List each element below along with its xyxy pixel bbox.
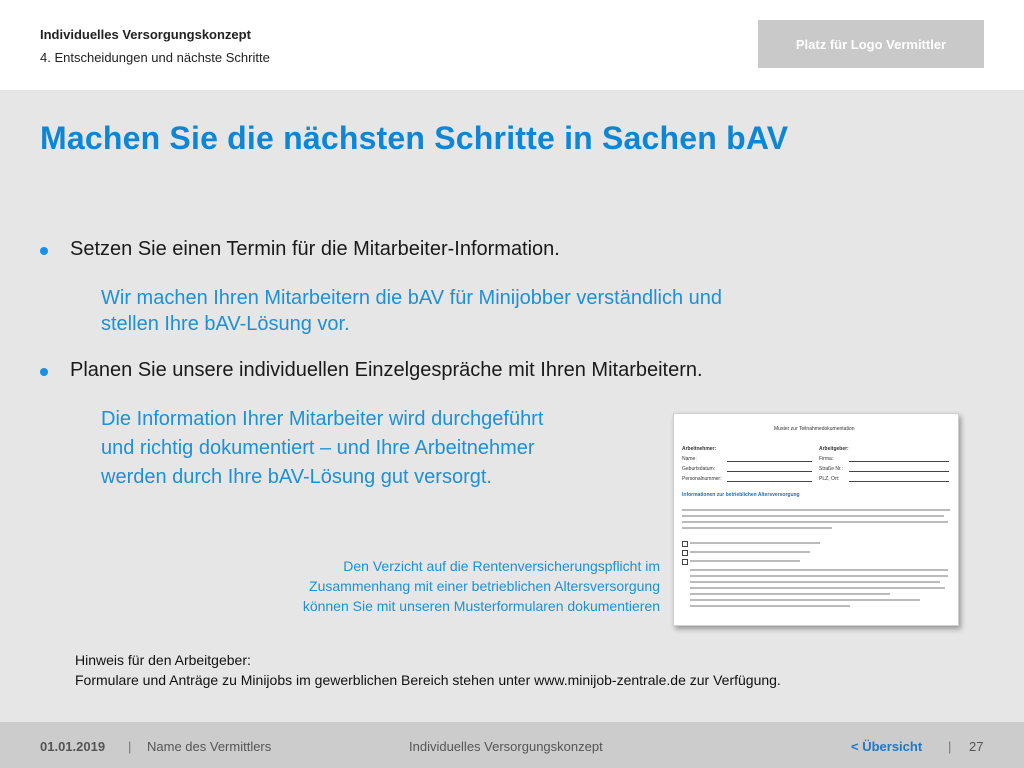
doc-personalnummer: Personalnummer: [682, 476, 722, 482]
detail-1-line-1: Wir machen Ihren Mitarbeitern die bAV für Minijobber verständlich und [101, 287, 723, 309]
doc-strasse: Straße Nr.: [819, 466, 844, 472]
overview-link[interactable]: < Übersicht [851, 739, 923, 754]
caption-line-1: Den Verzicht auf die Rentenversicherungspflicht im [343, 558, 660, 574]
detail-1-line-2: stellen Ihre bAV-Lösung vor. [101, 313, 350, 335]
bullet-dot-icon [40, 247, 48, 255]
detail-text-2 [101, 405, 543, 492]
bullet-text-1: Setzen Sie einen Termin für die Mitarbeiter-Information. [70, 238, 560, 260]
doc-name: Name: [682, 456, 697, 462]
bullet-dot-icon [40, 368, 48, 376]
page-title: Machen Sie die nächsten Schritte in Sachen bAV [40, 120, 789, 156]
bullet-item-2 [40, 359, 703, 382]
doc-geburtsdatum: Geburtsdatum: [682, 466, 716, 472]
caption-line-2: Zusammenhang mit einer betrieblichen Altersversorgung [309, 578, 660, 594]
footer-date: 01.01.2019 [40, 739, 106, 754]
doc-heading: Muster zur Teilnahmedokumentation [774, 426, 855, 432]
doc-firma: Firma: [819, 456, 834, 462]
footer-title: Individuelles Versorgungskonzept [409, 739, 603, 754]
document-caption [303, 556, 660, 616]
bullet-text-2: Planen Sie unsere individuellen Einzelgespräche mit Ihren Mitarbeitern. [70, 359, 703, 381]
page-number: 27 [969, 739, 984, 754]
detail-text-1 [101, 285, 722, 337]
footer-separator: | [128, 739, 132, 754]
doc-section: Informationen zur betrieblichen Altersversorgung [682, 492, 800, 498]
header-subtitle: 4. Entscheidungen und nächste Schritte [40, 50, 270, 65]
employer-note [75, 650, 781, 690]
footer-separator: | [948, 739, 952, 754]
note-heading: Hinweis für den Arbeitgeber: [75, 652, 251, 668]
detail-2-line-1: Die Information Ihrer Mitarbeiter wird durchgeführt [101, 408, 544, 430]
doc-plz-ort: PLZ, Ort: [819, 476, 840, 482]
note-text: Formulare und Anträge zu Minijobs im gewerblichen Bereich stehen unter www.minijob-zentrale.de zur Verfügung. [75, 672, 781, 688]
header-title: Individuelles Versorgungskonzept [40, 27, 251, 42]
top-bar [0, 0, 1024, 90]
caption-line-3: können Sie mit unseren Musterformularen dokumentieren [302, 598, 660, 614]
detail-2-line-3: werden durch Ihre bAV-Lösung gut versorgt. [101, 466, 492, 488]
footer [0, 722, 1024, 768]
logo-placeholder: Platz für Logo Vermittler [758, 20, 984, 68]
bullet-item-1 [40, 238, 560, 261]
doc-arbeitnehmer: Arbeitnehmer: [682, 446, 717, 452]
document-thumbnail [673, 413, 959, 626]
detail-2-line-2: und richtig dokumentiert – und Ihre Arbeitnehmer [101, 437, 535, 459]
doc-arbeitgeber: Arbeitgeber: [819, 446, 849, 452]
footer-vermittler: Name des Vermittlers [147, 739, 272, 754]
